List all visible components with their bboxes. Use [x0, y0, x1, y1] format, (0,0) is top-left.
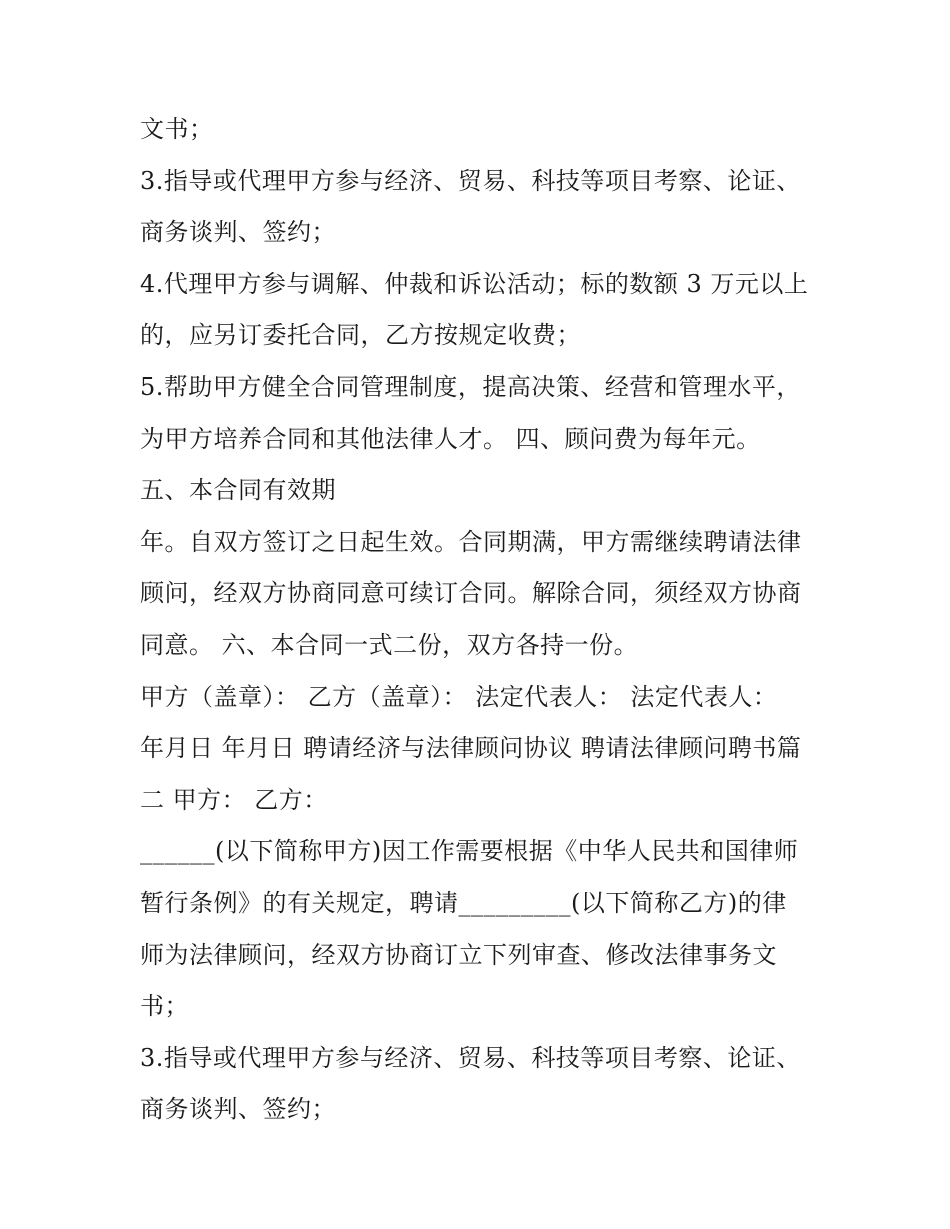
text-line: 为甲方培养合同和其他法律人才。 四、顾问费为每年元。 [140, 424, 761, 453]
signature-line: 甲方（盖章）： 乙方（盖章）： 法定代表人： 法定代表人： [140, 682, 778, 711]
date-line: 年月日 年月日 聘请经济与法律顾问协议 聘请法律顾问聘书篇 [140, 734, 802, 763]
party-line: 二 甲方： 乙方： [140, 785, 328, 814]
text-line: 5.帮助甲方健全合同管理制度，提高决策、经营和管理水平， [140, 372, 801, 401]
text-line: 商务谈判、签约； [140, 218, 336, 247]
text-line: 同意。 六、本合同一式二份，双方各持一份。 [140, 630, 639, 659]
text-line: 文书； [140, 115, 214, 143]
text-line: ______(以下简称甲方)因工作需要根据《中华人民共和国律师 [140, 837, 799, 866]
text-line: 年。自双方签订之日起生效。合同期满，甲方需继续聘请法律 [140, 527, 802, 556]
text-line: 师为法律顾问，经双方协商订立下列审查、修改法律事务文 [140, 940, 777, 969]
section-heading: 五、本合同有效期 [140, 476, 336, 505]
contract-text [140, 107, 830, 1139]
text-line: 商务谈判、签约； [140, 1095, 336, 1124]
text-line: 3.指导或代理甲方参与经济、贸易、科技等项目考察、论证、 [140, 1043, 801, 1072]
text-line: 的，应另订委托合同，乙方按规定收费； [140, 321, 581, 350]
text-line: 3.指导或代理甲方参与经济、贸易、科技等项目考察、论证、 [140, 166, 801, 195]
text-line: 暂行条例》的有关规定，聘请_________(以下简称乙方)的律 [140, 888, 787, 917]
text-line: 书； [140, 992, 189, 1021]
text-line: 4.代理甲方参与调解、仲裁和诉讼活动；标的数额 3 万元以上 [140, 269, 809, 298]
text-line: 顾问，经双方协商同意可续订合同。解除合同，须经双方协商 [140, 579, 802, 608]
